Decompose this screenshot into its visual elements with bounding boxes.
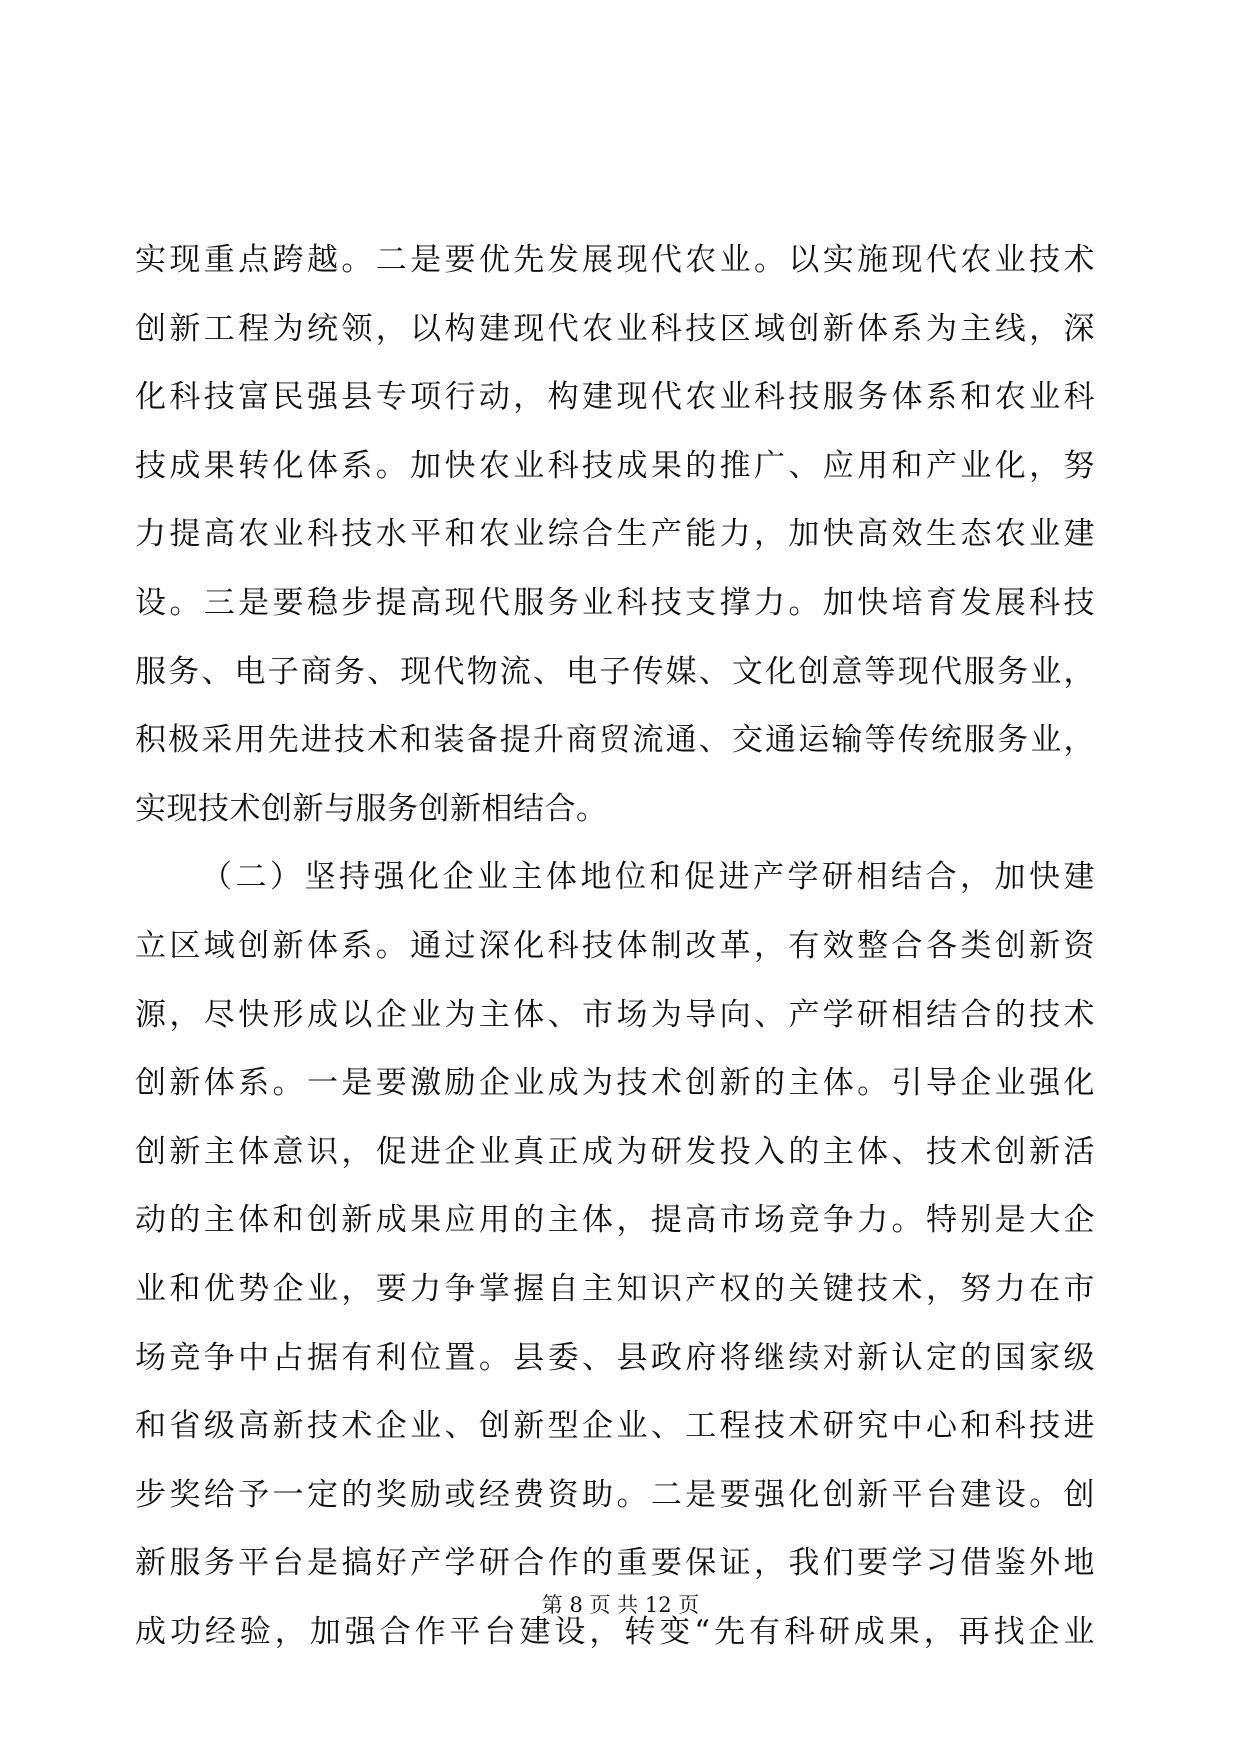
text-line: 设。三是要稳步提高现代服务业科技支撑力。加快培育发展科技 (135, 584, 1095, 621)
text-line: 创新主体意识，促进企业真正成为研发投入的主体、技术创新活 (135, 1133, 1095, 1170)
text-line: 创新体系。一是要激励企业成为技术创新的主体。引导企业强化 (135, 1065, 1095, 1102)
text-line: 动的主体和创新成果应用的主体，提高市场竞争力。特别是大企 (135, 1202, 1095, 1239)
text-line: 化科技富民强县专项行动，构建现代农业科技服务体系和农业科 (135, 379, 1095, 416)
text-line: 新服务平台是搞好产学研合作的重要保证，我们要学习借鉴外地 (135, 1545, 1095, 1582)
text-line: 服务、电子商务、现代物流、电子传媒、文化创意等现代服务业， (135, 653, 1095, 690)
text-line: 场竞争中占据有利位置。县委、县政府将继续对新认定的国家级 (135, 1339, 1095, 1376)
section-heading-line: （二）坚持强化企业主体地位和促进产学研相结合，加快建 (201, 859, 1095, 896)
text-line: 成功经验，加强合作平台建设，转变“先有科研成果，再找企业 (135, 1613, 1095, 1650)
text-line: 步奖给予一定的奖励或经费资助。二是要强化创新平台建设。创 (135, 1476, 1095, 1513)
page-number-footer: 第 8 页 共 12 页 (541, 1593, 700, 1617)
text-line: 力提高农业科技水平和农业综合生产能力，加快高效生态农业建 (135, 516, 1095, 553)
text-line: 和省级高新技术企业、创新型企业、工程技术研究中心和科技进 (135, 1408, 1095, 1445)
text-line: 创新工程为统领，以构建现代农业科技区域创新体系为主线，深 (135, 310, 1095, 347)
text-line: 立区域创新体系。通过深化科技体制改革，有效整合各类创新资 (135, 927, 1095, 964)
document-body (135, 226, 1095, 1666)
paragraph-end-line: 实现技术创新与服务创新相结合。 (135, 790, 608, 827)
text-line: 技成果转化体系。加快农业科技成果的推广、应用和产业化，努 (135, 447, 1095, 484)
text-line: 实现重点跨越。二是要优先发展现代农业。以实施现代农业技术 (135, 242, 1095, 278)
text-line: 源，尽快形成以企业为主体、市场为导向、产学研相结合的技术 (135, 996, 1095, 1033)
text-line: 积极采用先进技术和装备提升商贸流通、交通运输等传统服务业， (135, 722, 1095, 759)
text-line: 业和优势企业，要力争掌握自主知识产权的关键技术，努力在市 (135, 1270, 1095, 1307)
